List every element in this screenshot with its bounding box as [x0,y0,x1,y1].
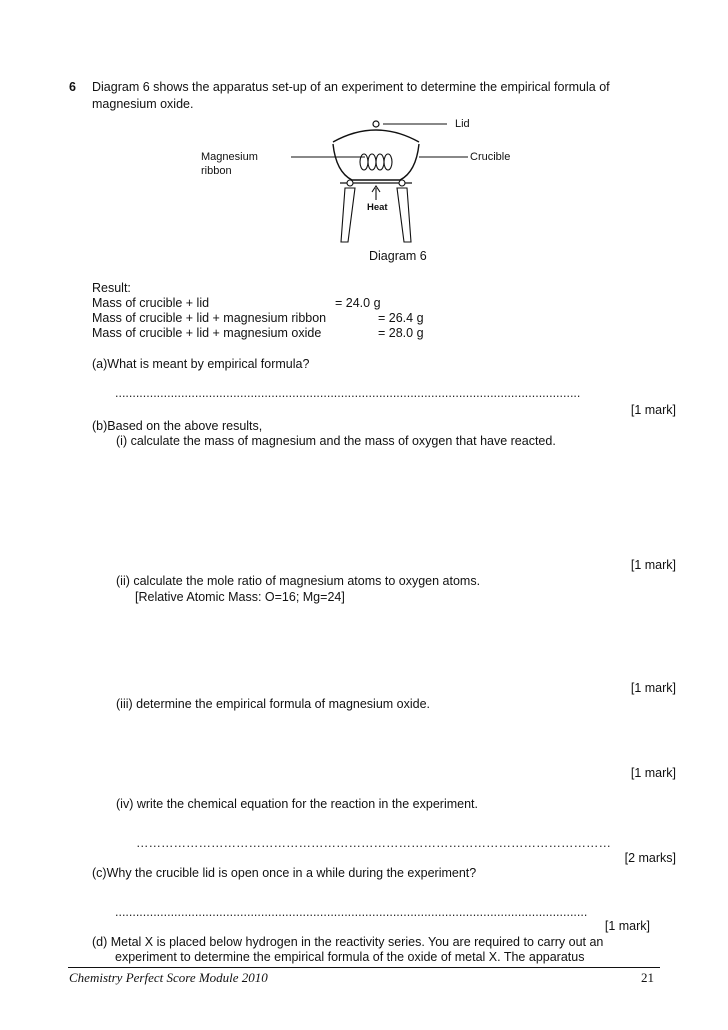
part-b-iii-mark: [1 mark] [630,766,676,780]
part-b-ii-mark: [1 mark] [630,681,676,695]
magnesium-coil [360,154,392,170]
part-b-iv-mark: [2 marks] [624,851,676,865]
result-row-3-label: Mass of crucible + lid + magnesium oxide [92,326,322,340]
result-row-2-value: = 26.4 g [378,311,424,325]
part-a-answer-line: ...................................................................................................................................... [115,386,581,400]
part-c-mark: [1 mark] [604,919,650,933]
page-number: 21 [641,970,654,985]
part-b-i-question: (i) calculate the mass of magnesium and the mass of oxygen that have reacted. [116,434,556,448]
part-d-line1: (d) Metal X is placed below hydrogen in the reactivity series. You are required to carry out an [92,935,604,949]
footer-rule [68,967,660,968]
part-d-line2: experiment to determine the empirical formula of the oxide of metal X. The apparatus [115,950,585,964]
result-row-2-label: Mass of crucible + lid + magnesium ribbon [92,311,327,325]
question-intro-line1: Diagram 6 shows the apparatus set-up of an experiment to determine the empirical formula of [92,80,610,94]
part-b-i-mark: [1 mark] [630,558,676,572]
result-heading: Result: [92,281,131,295]
result-row-3-value: = 28.0 g [378,326,424,340]
part-a-mark: [1 mark] [630,403,676,417]
part-c-answer-line: ........................................................................................................................................ [115,905,588,919]
heat-label: Heat [367,202,388,213]
part-c-question: (c)Why the crucible lid is open once in a while during the experiment? [92,866,477,880]
part-b-iv-question: (iv) write the chemical equation for the reaction in the experiment. [116,797,478,811]
tripod-leg-left [341,188,355,242]
question-number: 6 [69,80,76,94]
magnesium-label: Magnesium [201,151,258,163]
part-b-question: (b)Based on the above results, [92,419,263,433]
result-row-1-value: = 24.0 g [335,296,381,310]
result-row-1-label: Mass of crucible + lid [92,296,210,310]
part-a-question: (a)What is meant by empirical formula? [92,357,310,371]
tripod-leg-right [397,188,411,242]
lid-knob [373,121,379,127]
part-b-iii-question: (iii) determine the empirical formula of magnesium oxide. [116,697,431,711]
part-b-iv-answer-line: …………………………………………………………………………………………………… [136,836,611,850]
crucible-label: Crucible [470,151,511,163]
lid-shape [333,130,419,142]
part-b-ii-question: (ii) calculate the mole ratio of magnesium atoms to oxygen atoms. [116,574,481,588]
lid-label: Lid [455,118,470,130]
question-intro-line2: magnesium oxide. [92,97,194,111]
ribbon-label: ribbon [201,165,232,177]
apparatus-diagram [0,0,728,270]
part-b-ii-note: [Relative Atomic Mass: O=16; Mg=24] [135,590,345,604]
footer-title: Chemistry Perfect Score Module 2010 [69,970,268,985]
diagram-caption: Diagram 6 [369,249,427,263]
